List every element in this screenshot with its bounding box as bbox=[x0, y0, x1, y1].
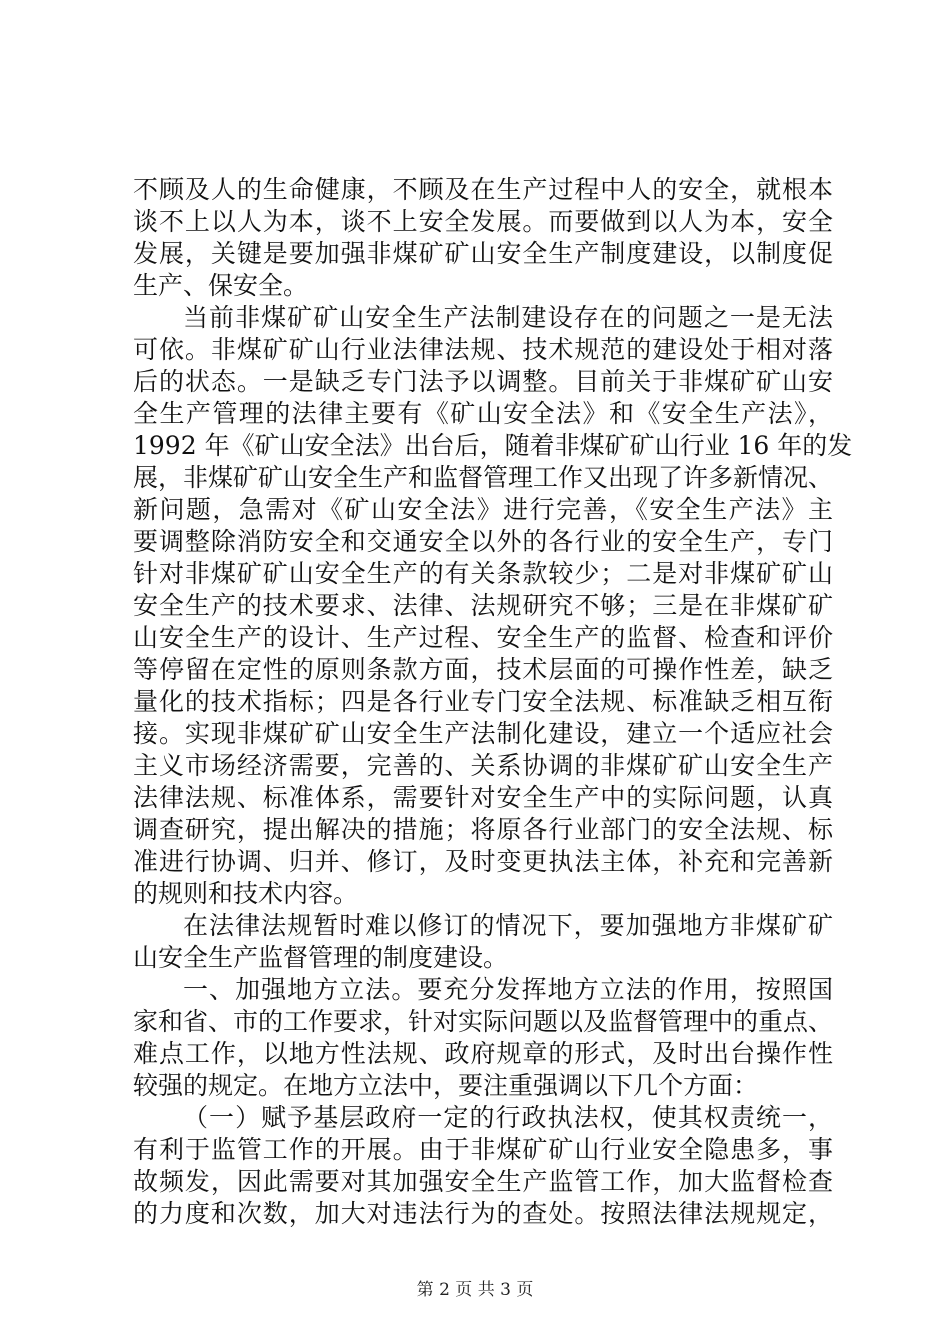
text-line: 发展，关键是要加强非煤矿矿山安全生产制度建设，以制度促 bbox=[133, 239, 833, 268]
text-line: 生产、保安全。 bbox=[133, 271, 309, 300]
text-line: 1992 年《矿山安全法》出台后，随着非煤矿矿山行业 16 年的发 bbox=[133, 431, 853, 460]
text-line: 难点工作，以地方性法规、政府规章的形式，及时出台操作性 bbox=[133, 1039, 833, 1068]
text-line: 家和省、市的工作要求，针对实际问题以及监督管理中的重点、 bbox=[133, 1007, 834, 1036]
text-line: 谈不上以人为本，谈不上安全发展。而要做到以人为本，安全 bbox=[133, 207, 833, 236]
text-line: 针对非煤矿矿山安全生产的有关条款较少；二是对非煤矿矿山 bbox=[133, 559, 833, 588]
text-line: 较强的规定。在地方立法中，要注重强调以下几个方面： bbox=[133, 1071, 759, 1100]
text-line: 当前非煤矿矿山安全生产法制建设存在的问题之一是无法 bbox=[183, 303, 833, 332]
text-line: 后的状态。一是缺乏专门法予以调整。目前关于非煤矿矿山安 bbox=[133, 367, 833, 396]
text-line: 接。实现非煤矿矿山安全生产法制化建设，建立一个适应社会 bbox=[133, 719, 833, 748]
text-line: 山安全生产监督管理的制度建设。 bbox=[133, 943, 509, 972]
document-body bbox=[133, 174, 853, 1230]
text-line: 在法律法规暂时难以修订的情况下，要加强地方非煤矿矿 bbox=[183, 911, 833, 940]
text-line: 的规则和技术内容。 bbox=[133, 879, 359, 908]
text-line: 一、加强地方立法。要充分发挥地方立法的作用，按照国 bbox=[183, 975, 833, 1004]
text-line: 的力度和次数，加大对违法行为的查处。按照法律法规规定， bbox=[133, 1199, 833, 1228]
text-line: 等停留在定性的原则条款方面，技术层面的可操作性差，缺乏 bbox=[133, 655, 833, 684]
text-line: 量化的技术指标；四是各行业专门安全法规、标准缺乏相互衔 bbox=[133, 687, 833, 716]
text-line: （一）赋予基层政府一定的行政执法权，使其权责统一， bbox=[183, 1103, 833, 1132]
text-line: 主义市场经济需要，完善的、关系协调的非煤矿矿山安全生产 bbox=[133, 751, 833, 780]
text-line: 安全生产的技术要求、法律、法规研究不够；三是在非煤矿矿 bbox=[133, 591, 833, 620]
text-line: 要调整除消防安全和交通安全以外的各行业的安全生产，专门 bbox=[133, 527, 833, 556]
text-line: 山安全生产的设计、生产过程、安全生产的监督、检查和评价 bbox=[133, 623, 833, 652]
text-line: 新问题，急需对《矿山安全法》进行完善，《安全生产法》主 bbox=[133, 495, 833, 524]
text-line: 可依。非煤矿矿山行业法律法规、技术规范的建设处于相对落 bbox=[133, 335, 833, 364]
text-line: 不顾及人的生命健康，不顾及在生产过程中人的安全，就根本 bbox=[133, 175, 833, 204]
text-line: 调查研究，提出解决的措施；将原各行业部门的安全法规、标 bbox=[133, 815, 833, 844]
text-line: 有利于监管工作的开展。由于非煤矿矿山行业安全隐患多，事 bbox=[133, 1135, 833, 1164]
text-line: 全生产管理的法律主要有《矿山安全法》和《安全生产法》， bbox=[133, 399, 833, 428]
text-line: 法律法规、标准体系，需要针对安全生产中的实际问题，认真 bbox=[133, 783, 833, 812]
text-line: 故频发，因此需要对其加强安全生产监管工作，加大监督检查 bbox=[133, 1167, 833, 1196]
text-line: 准进行协调、归并、修订，及时变更执法主体，补充和完善新 bbox=[133, 847, 833, 876]
text-line: 展，非煤矿矿山安全生产和监督管理工作又出现了许多新情况、 bbox=[133, 463, 834, 492]
page-footer: 第 2 页 共 3 页 bbox=[416, 1280, 534, 1300]
